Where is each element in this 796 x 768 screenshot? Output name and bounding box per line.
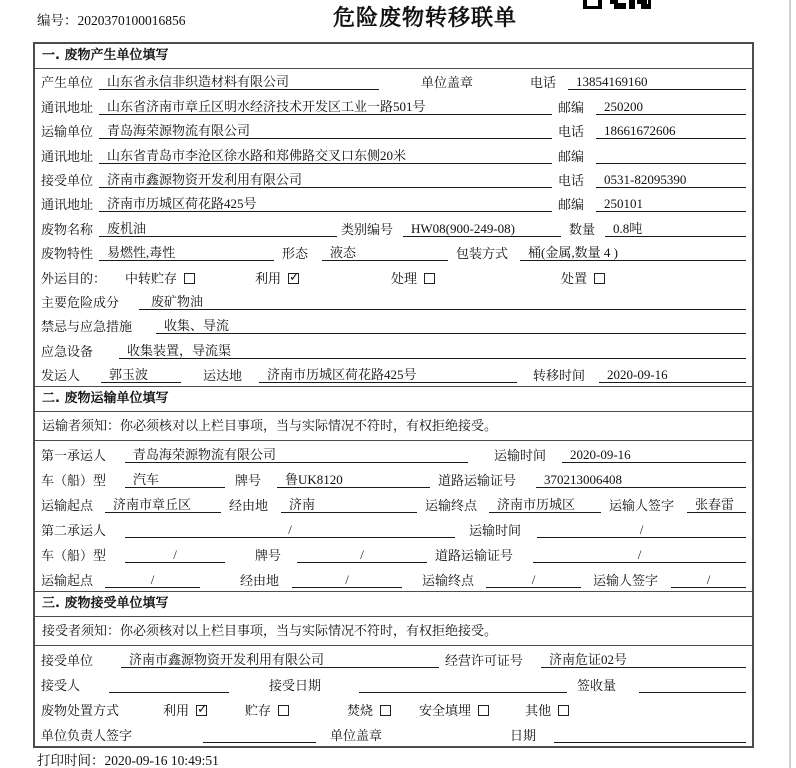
zip-label: 邮编 (558, 197, 585, 213)
receive-date-label: 接受日期 (269, 678, 322, 694)
waste-traits-value: 易燃性,毒性 (99, 245, 274, 261)
purpose-option-utilize (255, 271, 299, 286)
dispatcher-label: 发运人 (41, 368, 81, 384)
transporter-unit-value: 青岛海荣源物流有限公司 (99, 123, 552, 139)
option-label: 焚烧 (347, 703, 374, 719)
generator-address-row (35, 93, 752, 117)
operating-license-value: 济南危证02号 (541, 652, 746, 668)
doc-number (37, 9, 186, 29)
taboo-measures-label: 禁忌与应急措施 (41, 319, 133, 335)
road-license-value: / (533, 547, 746, 563)
option-label: 利用 (255, 270, 282, 286)
route-start-value: / (105, 572, 200, 588)
checkbox-disposal-landfill[interactable] (478, 705, 489, 716)
transport-time-label: 运输时间 (469, 523, 522, 539)
packing-value: 桶(金属,数量 4 ) (520, 245, 746, 261)
carrier-sign-value: / (671, 572, 746, 588)
second-carrier-row (35, 516, 752, 541)
receiving-unit-label: 接受单位 (41, 653, 94, 669)
transport-time-label: 运输时间 (494, 448, 547, 464)
hazard-component-row (35, 289, 752, 313)
emergency-equipment-row (35, 337, 752, 361)
disposal-option-landfill (419, 703, 489, 718)
second-vehicle-row (35, 541, 752, 566)
first-carrier-label: 第一承运人 (41, 448, 107, 464)
second-route-row (35, 566, 752, 591)
zip-label: 邮编 (558, 148, 585, 164)
option-label: 中转贮存 (125, 270, 178, 286)
dispatcher-row (35, 362, 752, 386)
operating-license-label: 经营许可证号 (445, 653, 524, 669)
page-title: 危险废物转移联单 (333, 6, 518, 31)
disposal-method-row (35, 696, 752, 721)
form-table (33, 42, 754, 748)
transfer-time-value: 2020-09-16 (599, 367, 746, 383)
plate-value: / (297, 547, 427, 563)
date-value (554, 727, 746, 743)
route-end-label: 运输终点 (422, 573, 475, 589)
unit-stamp-label: 单位盖章 (421, 75, 474, 91)
responsible-sign-value (203, 727, 316, 743)
disposal-option-incinerate (347, 703, 391, 718)
disposal-method-label: 废物处置方式 (41, 703, 120, 719)
waste-traits-row (35, 240, 752, 264)
plate-label: 牌号 (235, 473, 262, 489)
zip-label: 邮编 (558, 99, 585, 115)
receiver-person-label: 接受人 (41, 678, 81, 694)
checkbox-disposal-incinerate[interactable] (380, 705, 391, 716)
option-label: 贮存 (245, 703, 272, 719)
phone-value: 0531-82095390 (596, 172, 746, 188)
carrier-sign-label: 运输人签字 (609, 498, 675, 514)
first-route-row (35, 491, 752, 516)
purpose-option-transfer-storage (125, 271, 195, 286)
phone-label: 电话 (558, 172, 585, 188)
dispatcher-value: 郭玉波 (101, 367, 181, 383)
responsible-sign-row (35, 721, 752, 746)
option-label: 处置 (561, 270, 588, 286)
receiver-person-row (35, 671, 752, 696)
receiver-unit-label: 接受单位 (41, 172, 94, 188)
checkbox-treat[interactable] (424, 273, 435, 284)
transfer-time-label: 转移时间 (533, 368, 586, 384)
transporter-notice: 运输者须知：你必须核对以上栏目事项，当与实际情况不符时，有权拒绝接受。 (35, 412, 752, 441)
doc-number-label: 编号： (37, 13, 78, 28)
waste-form-value: 液态 (322, 245, 448, 261)
zip-value: 250200 (596, 99, 746, 115)
generator-unit-label: 产生单位 (41, 75, 94, 91)
option-label: 利用 (163, 703, 190, 719)
checkbox-dispose[interactable] (594, 273, 605, 284)
route-start-label: 运输起点 (41, 498, 94, 514)
option-label: 安全填埋 (419, 703, 472, 719)
phone-value: 18661672606 (596, 123, 746, 139)
phone-label: 电话 (530, 75, 557, 91)
receiving-unit-row (35, 646, 752, 671)
address-label: 通讯地址 (41, 99, 94, 115)
responsible-sign-label: 单位负责人签字 (41, 728, 133, 744)
checkbox-utilize[interactable] (288, 273, 299, 284)
checkbox-disposal-storage[interactable] (278, 705, 289, 716)
first-carrier-value: 青岛海荣源物流有限公司 (125, 447, 468, 463)
first-vehicle-row (35, 466, 752, 491)
disposal-option-utilize (163, 703, 207, 718)
route-via-label: 经由地 (229, 498, 269, 514)
destination-value: 济南市历城区荷花路425号 (259, 367, 517, 383)
route-end-value: 济南市历城区 (489, 497, 601, 513)
print-time-value: 2020-09-16 10:49:51 (104, 753, 219, 768)
generator-unit-row (35, 69, 752, 93)
doc-number-value: 2020370100016856 (77, 13, 186, 28)
packing-label: 包装方式 (456, 246, 509, 262)
receiving-unit-value: 济南市鑫源物资开发利用有限公司 (121, 652, 439, 668)
address-value: 济南市历城区荷花路425号 (99, 196, 552, 212)
waste-code-label: 类别编号 (341, 221, 394, 237)
taboo-measures-value: 收集、导流 (156, 318, 746, 334)
received-qty-label: 签收量 (577, 678, 617, 694)
hazard-component-label: 主要危险成分 (41, 294, 120, 310)
route-via-value: / (292, 572, 402, 588)
plate-value: 鲁UK8120 (277, 472, 430, 488)
section-generator (35, 44, 752, 386)
address-label: 通讯地址 (41, 148, 94, 164)
section-transporter (35, 386, 752, 591)
print-time-label: 打印时间： (37, 753, 105, 768)
waste-qty-label: 数量 (569, 221, 596, 237)
zip-value: 250101 (596, 196, 746, 212)
transporter-unit-row (35, 118, 752, 142)
route-via-label: 经由地 (240, 573, 280, 589)
second-carrier-value: / (125, 522, 455, 538)
vehicle-type-value: 汽车 (125, 472, 225, 488)
route-start-label: 运输起点 (41, 573, 94, 589)
print-time (37, 749, 219, 768)
section-receiver (35, 591, 752, 746)
emergency-equipment-label: 应急设备 (41, 343, 94, 359)
taboo-measures-row (35, 313, 752, 337)
transporter-unit-label: 运输单位 (41, 124, 94, 140)
disposal-option-other (525, 703, 569, 718)
transfer-purpose-row (35, 264, 752, 288)
waste-qty-value: 0.8吨 (605, 221, 746, 237)
receiver-notice: 接受者须知：你必须核对以上栏目事项，当与实际情况不符时，有权拒绝接受。 (35, 617, 752, 646)
receiver-unit-row (35, 167, 752, 191)
unit-stamp-label: 单位盖章 (330, 728, 383, 744)
phone-label: 电话 (558, 124, 585, 140)
address-label: 通讯地址 (41, 197, 94, 213)
section-2-header: 二. 废物运输单位填写 (35, 386, 752, 412)
vehicle-type-label: 车（船）型 (41, 548, 107, 564)
option-label: 其他 (525, 703, 552, 719)
generator-unit-value: 山东省永信非织造材料有限公司 (99, 74, 379, 90)
address-value: 山东省青岛市李沧区徐水路和郑佛路交叉口东侧20米 (99, 148, 552, 164)
hazard-component-value: 废矿物油 (139, 294, 746, 310)
transport-time-value: / (537, 522, 746, 538)
receive-date-value (359, 677, 567, 693)
purpose-option-dispose (561, 271, 605, 286)
disposal-option-storage (245, 703, 289, 718)
waste-form-label: 形态 (282, 246, 309, 262)
phone-value: 13854169160 (568, 74, 746, 90)
waste-name-row (35, 215, 752, 239)
section-3-header: 三. 废物接受单位填写 (35, 591, 752, 617)
zip-value (596, 148, 746, 164)
transporter-address-row (35, 142, 752, 166)
date-label: 日期 (510, 728, 537, 744)
qr-code-partial-icon (583, 0, 651, 10)
checkbox-disposal-other[interactable] (558, 705, 569, 716)
road-license-label: 道路运输证号 (435, 548, 514, 564)
checkbox-disposal-utilize[interactable] (196, 705, 207, 716)
waste-traits-label: 废物特性 (41, 246, 94, 262)
receiver-address-row (35, 191, 752, 215)
receiver-unit-value: 济南市鑫源物资开发利用有限公司 (99, 172, 552, 188)
destination-label: 运达地 (203, 368, 243, 384)
purpose-option-treat (391, 271, 435, 286)
address-value: 山东省济南市章丘区明水经济技术开发区工业一路501号 (99, 99, 552, 115)
route-end-value: / (486, 572, 581, 588)
route-via-value: 济南 (281, 497, 417, 513)
transport-time-value: 2020-09-16 (562, 447, 746, 463)
received-qty-value (639, 677, 746, 693)
option-label: 处理 (391, 270, 418, 286)
route-start-value: 济南市章丘区 (105, 497, 221, 513)
road-license-value: 370213006408 (536, 472, 746, 488)
section-1-header: 一. 废物产生单位填写 (35, 44, 752, 69)
route-end-label: 运输终点 (425, 498, 478, 514)
road-license-label: 道路运输证号 (438, 473, 517, 489)
waste-name-label: 废物名称 (41, 221, 94, 237)
plate-label: 牌号 (255, 548, 282, 564)
second-carrier-label: 第二承运人 (41, 523, 107, 539)
emergency-equipment-value: 收集装置，导流渠 (119, 343, 746, 359)
carrier-sign-label: 运输人签字 (593, 573, 659, 589)
vehicle-type-value: / (125, 547, 225, 563)
transfer-purpose-label: 外运目的： (41, 270, 107, 286)
waste-code-value: HW08(900-249-08) (403, 221, 561, 237)
carrier-sign-value: 张春雷 (687, 497, 746, 513)
first-carrier-row (35, 441, 752, 466)
waste-name-value: 废机油 (99, 221, 337, 237)
page-edge-divider (789, 0, 791, 768)
receiver-person-value (109, 677, 229, 693)
vehicle-type-label: 车（船）型 (41, 473, 107, 489)
checkbox-transfer-storage[interactable] (184, 273, 195, 284)
